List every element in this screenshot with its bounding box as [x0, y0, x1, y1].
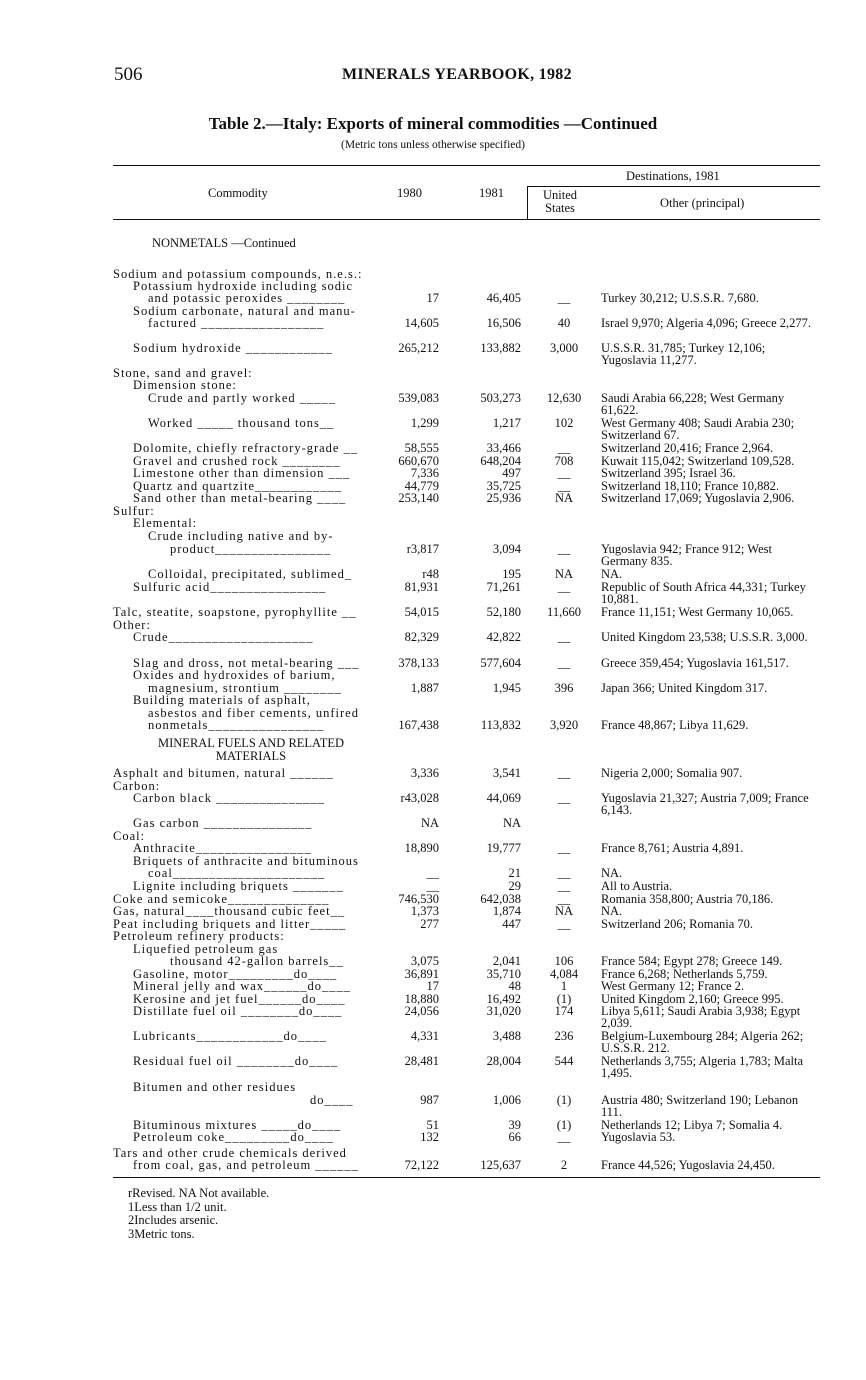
us-destination-cell: 11,660 [547, 605, 581, 619]
commodity-cell: factured _________________ [148, 316, 325, 330]
other-destinations-cell: Switzerland 206; Romania 70. [601, 917, 754, 931]
other-destinations-cell: Nigeria 2,000; Somalia 907. [601, 766, 743, 780]
other-destinations-cell: Republic of South Africa 44,331; Turkey 10,881. [601, 580, 806, 606]
commodity-cell: Worked _____ thousand tons__ [148, 416, 335, 430]
value-1981-cell: 46,405 [486, 291, 521, 305]
other-destinations-cell: Netherlands 3,755; Algeria 1,783; Malta 1,495. [601, 1054, 804, 1080]
commodity-cell: Colloidal, precipitated, sublimed_ [148, 567, 353, 581]
value-1980-cell: 378,133 [398, 656, 439, 670]
other-destinations-cell: France 6,268; Netherlands 5,759. [601, 967, 768, 981]
value-1981-cell: 44,069 [486, 791, 521, 805]
value-1980-cell: r48 [422, 567, 439, 581]
commodity-cell: Liquefied petroleum gas [133, 942, 279, 956]
table-subtitle: (Metric tons unless otherwise specified) [341, 139, 525, 151]
us-destination-cell: __ [557, 917, 571, 931]
value-1980-cell: 277 [420, 917, 439, 931]
other-destinations-cell: Switzerland 395; Israel 36. [601, 466, 736, 480]
commodity-cell: Bitumen and other residues [133, 1080, 297, 1094]
value-1981-cell: 39 [508, 1118, 521, 1132]
commodity-cell: product________________ [170, 542, 332, 556]
commodity-cell: Potassium hydroxide including sodic [133, 279, 354, 293]
us-destination-cell: __ [557, 630, 571, 644]
value-1980-cell: 987 [420, 1093, 439, 1107]
commodity-cell: Asphalt and bitumen, natural ______ [113, 766, 334, 780]
running-head: MINERALS YEARBOOK, 1982 [342, 66, 572, 83]
commodity-cell: Sodium carbonate, natural and manu- [133, 304, 356, 318]
other-destinations-cell: Belgium-Luxembourg 284; Algeria 262; U.S.S.R. 212. [601, 1029, 804, 1055]
value-1981-cell: 3,541 [492, 766, 521, 780]
value-1980-cell: __ [426, 866, 439, 880]
value-1981-cell: 21 [508, 866, 521, 880]
other-destinations-cell: France 8,761; Austria 4,891. [601, 841, 744, 855]
commodity-cell: Lubricants____________do____ [133, 1029, 327, 1043]
us-destination-cell: __ [557, 791, 571, 805]
other-destinations-cell: France 44,526; Yugoslavia 24,450. [601, 1158, 775, 1172]
value-1981-cell: 497 [502, 466, 521, 480]
header-1980: 1980 [397, 186, 422, 200]
value-1980-cell: NA [420, 816, 439, 830]
commodity-cell: magnesium, strontium ________ [148, 681, 342, 695]
value-1981-cell: 1,945 [492, 681, 521, 695]
value-1980-cell: 3,336 [410, 766, 439, 780]
us-destination-cell: NA [554, 904, 574, 918]
value-1981-cell: 25,936 [486, 491, 521, 505]
commodity-cell: Stone, sand and gravel: [113, 366, 253, 380]
commodity-cell: Residual fuel oil ________do____ [133, 1054, 339, 1068]
value-1980-cell: 17 [426, 979, 439, 993]
commodity-cell: Briquets of anthracite and bituminous [133, 854, 359, 868]
value-1980-cell: r43,028 [400, 791, 439, 805]
us-destination-cell: (1) [556, 1118, 572, 1132]
value-1981-cell: 33,466 [486, 441, 521, 455]
value-1981-cell: 113,832 [480, 718, 521, 732]
commodity-cell: Gravel and crushed rock ________ [133, 454, 341, 468]
us-destination-cell: NA [554, 491, 574, 505]
commodity-cell: Sand other than metal-bearing ____ [133, 491, 347, 505]
value-1981-cell: 35,725 [486, 479, 521, 493]
value-1981-cell: 66 [508, 1130, 521, 1144]
us-destination-cell: 174 [554, 1004, 574, 1018]
value-1981-cell: 48 [508, 979, 521, 993]
value-1980-cell: 7,336 [410, 466, 439, 480]
other-destinations-cell: Netherlands 12; Libya 7; Somalia 4. [601, 1118, 783, 1132]
section-mineral-fuels-line-2: MATERIALS [215, 749, 287, 763]
value-1980-cell: 265,212 [398, 341, 439, 355]
value-1980-cell: 51 [426, 1118, 439, 1132]
value-1980-cell: 253,140 [398, 491, 439, 505]
value-1981-cell: 642,038 [480, 892, 521, 906]
commodity-cell: Distillate fuel oil ________do____ [133, 1004, 343, 1018]
value-1980-cell: 54,015 [404, 605, 439, 619]
us-destination-cell: (1) [556, 1093, 572, 1107]
us-destination-cell: __ [557, 542, 571, 556]
commodity-cell: Gas, natural____thousand cubic feet__ [113, 904, 346, 918]
value-1981-cell: 16,506 [486, 316, 521, 330]
other-destinations-cell: Turkey 30,212; U.S.S.R. 7,680. [601, 291, 759, 305]
value-1981-cell: 42,822 [486, 630, 521, 644]
other-destinations-cell: NA. [601, 567, 623, 581]
commodity-cell: Slag and dross, not metal-bearing ___ [133, 656, 360, 670]
other-destinations-cell: West Germany 408; Saudi Arabia 230; Switzerland 67. [601, 416, 795, 442]
commodity-cell: Quartz and quartzite____________ [133, 479, 343, 493]
value-1980-cell: 44,779 [404, 479, 439, 493]
value-1980-cell: 1,887 [410, 681, 439, 695]
table-title: Table 2.—Italy: Exports of mineral commodities —Continued [208, 114, 658, 133]
commodity-cell: Sulfur: [113, 504, 155, 518]
us-destination-cell: 2 [560, 1158, 568, 1172]
us-destination-cell: 3,000 [549, 341, 579, 355]
us-destination-cell: 40 [557, 316, 571, 330]
value-1981-cell: 1,006 [492, 1093, 521, 1107]
value-1980-cell: 24,056 [404, 1004, 439, 1018]
us-destination-cell: (1) [556, 992, 572, 1006]
us-destination-cell: __ [557, 466, 571, 480]
other-destinations-cell: Libya 5,611; Saudi Arabia 3,938; Egypt 2,039. [601, 1004, 801, 1030]
value-1980-cell: 17 [426, 291, 439, 305]
other-destinations-cell: France 48,867; Libya 11,629. [601, 718, 749, 732]
us-destination-cell: 4,084 [549, 967, 579, 981]
us-destination-cell: __ [557, 441, 571, 455]
us-destination-cell: __ [557, 291, 571, 305]
value-1980-cell: 18,890 [404, 841, 439, 855]
value-1980-cell: 1,299 [410, 416, 439, 430]
commodity-cell: Building materials of asphalt, [133, 693, 311, 707]
footnote-revised [128, 1187, 269, 1201]
commodity-cell: Crude____________________ [133, 630, 314, 644]
commodity-cell: Other: [113, 618, 151, 632]
page-number: 506 [114, 64, 143, 85]
commodity-cell: Dolomite, chiefly refractory-grade __ [133, 441, 359, 455]
commodity-cell: Mineral jelly and wax______do____ [133, 979, 352, 993]
section-nonmetals: NONMETALS —Continued [152, 236, 296, 250]
footnote-revised-text: rRevised. NA Not available. [128, 1186, 270, 1200]
other-destinations-cell: U.S.S.R. 31,785; Turkey 12,106; Yugoslavia 11,277. [601, 341, 766, 367]
footnote-1-text: 1Less than 1/2 unit. [128, 1199, 227, 1214]
commodity-cell: Anthracite________________ [133, 841, 312, 855]
commodity-cell: nonmetals________________ [148, 718, 325, 732]
other-destinations-cell: Romania 358,800; Austria 70,186. [601, 892, 774, 906]
other-destinations-cell: Switzerland 20,416; France 2,964. [601, 441, 774, 455]
value-1980-cell: 81,931 [404, 580, 439, 594]
commodity-cell: asbestos and fiber cements, unfired [148, 706, 359, 720]
commodity-cell: Carbon black _______________ [133, 791, 325, 805]
commodity-cell: Kerosine and jet fuel______do____ [133, 992, 346, 1006]
commodity-cell: thousand 42-gallon barrels__ [170, 954, 344, 968]
us-destination-cell: __ [557, 1130, 571, 1144]
value-1980-cell: 72,122 [404, 1158, 439, 1172]
commodity-cell: Coke and semicoke______________ [113, 892, 330, 906]
value-1981-cell: 1,217 [492, 416, 521, 430]
value-1981-cell: 31,020 [486, 1004, 521, 1018]
other-destinations-cell: Saudi Arabia 66,228; West Germany 61,622. [601, 391, 785, 417]
footnotes [128, 1187, 269, 1241]
us-destination-cell: __ [557, 656, 571, 670]
commodity-cell: Peat including briquets and litter_____ [113, 917, 347, 931]
other-destinations-cell: Yugoslavia 942; France 912; West Germany 835. [601, 542, 772, 568]
commodity-cell: Sodium and potassium compounds, n.e.s.: [113, 267, 363, 281]
value-1980-cell: 660,670 [398, 454, 439, 468]
value-1980-cell: 1,373 [410, 904, 439, 918]
commodity-cell: Crude including native and by- [148, 529, 334, 543]
other-destinations-cell: Greece 359,454; Yugoslavia 161,517. [601, 656, 789, 670]
other-destinations-cell: Switzerland 17,069; Yugoslavia 2,906. [601, 491, 795, 505]
value-1981-cell: 28,004 [486, 1054, 521, 1068]
value-1981-cell: 503,273 [480, 391, 521, 405]
value-1980-cell: 167,438 [398, 718, 439, 732]
other-destinations-cell: NA. [601, 904, 623, 918]
commodity-cell: do____ [310, 1093, 354, 1107]
footnote-2-text: 2Includes arsenic. [128, 1213, 219, 1227]
commodity-cell: Coal: [113, 829, 146, 843]
commodity-cell: Dimension stone: [133, 378, 237, 392]
value-1980-cell: 36,891 [404, 967, 439, 981]
commodity-cell: coal_____________________ [148, 866, 326, 880]
us-destination-cell: __ [557, 879, 571, 893]
us-destination-cell: __ [557, 766, 571, 780]
value-1980-cell: 82,329 [404, 630, 439, 644]
other-destinations-cell: United Kingdom 2,160; Greece 995. [601, 992, 784, 1006]
value-1981-cell: 125,637 [480, 1158, 521, 1172]
us-destination-cell: __ [557, 892, 571, 906]
footnote-3-text: 3Metric tons. [128, 1226, 195, 1241]
value-1981-cell: 447 [502, 917, 521, 931]
us-destination-cell: __ [557, 866, 571, 880]
other-destinations-cell: France 584; Egypt 278; Greece 149. [601, 954, 783, 968]
header-commodity: Commodity [208, 186, 268, 200]
commodity-cell: Sulfuric acid________________ [133, 580, 327, 594]
commodity-cell: Lignite including briquets _______ [133, 879, 344, 893]
other-destinations-cell: Yugoslavia 53. [601, 1130, 676, 1144]
us-destination-cell: __ [557, 580, 571, 594]
us-destination-cell: 544 [554, 1054, 574, 1068]
commodity-cell: Petroleum refinery products: [113, 929, 285, 943]
us-destination-cell: __ [557, 479, 571, 493]
us-destination-cell: 708 [554, 454, 574, 468]
other-destinations-cell: Kuwait 115,042; Switzerland 109,528. [601, 454, 795, 468]
value-1980-cell: 58,555 [404, 441, 439, 455]
us-destination-cell: 102 [554, 416, 574, 430]
us-destination-cell: 12,630 [546, 391, 582, 405]
other-destinations-cell: Switzerland 18,110; France 10,882. [601, 479, 779, 493]
us-destination-cell: 396 [554, 681, 574, 695]
commodity-cell: Tars and other crude chemicals derived [113, 1146, 347, 1160]
footnote-2 [128, 1214, 269, 1228]
value-1980-cell: 539,083 [398, 391, 439, 405]
value-1980-cell: 746,530 [398, 892, 439, 906]
value-1981-cell: 3,094 [492, 542, 521, 556]
other-destinations-cell: West Germany 12; France 2. [601, 979, 745, 993]
value-1980-cell: 132 [420, 1130, 439, 1144]
commodity-cell: Limestone other than dimension ___ [133, 466, 351, 480]
footnote-3 [128, 1228, 269, 1242]
us-destination-cell: 236 [554, 1029, 574, 1043]
commodity-cell: Carbon: [113, 779, 161, 793]
value-1980-cell: 14,605 [404, 316, 439, 330]
value-1981-cell: 29 [508, 879, 521, 893]
value-1981-cell: 16,492 [486, 992, 521, 1006]
commodity-cell: Oxides and hydroxides of barium, [133, 668, 336, 682]
commodity-cell: from coal, gas, and petroleum ______ [133, 1158, 359, 1172]
value-1980-cell: r3,817 [406, 542, 439, 556]
value-1980-cell: 28,481 [404, 1054, 439, 1068]
other-destinations-cell: NA. [601, 866, 623, 880]
value-1981-cell: 195 [502, 567, 521, 581]
value-1981-cell: 2,041 [492, 954, 521, 968]
other-destinations-cell: Japan 366; United Kingdom 317. [601, 681, 768, 695]
header-1981: 1981 [479, 186, 504, 200]
other-destinations-cell: United Kingdom 23,538; U.S.S.R. 3,000. [601, 630, 808, 644]
other-destinations-cell: Yugoslavia 21,327; Austria 7,009; France 6,143. [601, 791, 809, 817]
commodity-cell: Gas carbon _______________ [133, 816, 313, 830]
value-1981-cell: 1,874 [492, 904, 521, 918]
value-1980-cell: 4,331 [410, 1029, 439, 1043]
value-1981-cell: 35,710 [486, 967, 521, 981]
commodity-cell: Elemental: [133, 516, 198, 530]
commodity-cell: Sodium hydroxide ____________ [133, 341, 333, 355]
value-1980-cell: 3,075 [410, 954, 439, 968]
other-destinations-cell: Austria 480; Switzerland 190; Lebanon 111. [601, 1093, 799, 1119]
header-other-principal: Other (principal) [660, 196, 745, 210]
header-united-states: United States [542, 188, 578, 215]
footnote-1 [128, 1201, 269, 1215]
value-1981-cell: 577,604 [480, 656, 521, 670]
value-1981-cell: 19,777 [486, 841, 521, 855]
value-1981-cell: 133,882 [480, 341, 521, 355]
commodity-cell: Talc, steatite, soapstone, pyrophyllite __ [113, 605, 357, 619]
commodity-cell: Bituminous mixtures _____do____ [133, 1118, 342, 1132]
value-1981-cell: 71,261 [486, 580, 521, 594]
value-1980-cell: 18,880 [404, 992, 439, 1006]
value-1981-cell: 52,180 [486, 605, 521, 619]
commodity-cell: and potassic peroxides ________ [148, 291, 346, 305]
commodity-cell: Crude and partly worked _____ [148, 391, 336, 405]
other-destinations-cell: Israel 9,970; Algeria 4,096; Greece 2,277. [601, 316, 812, 330]
other-destinations-cell: All to Austria. [601, 879, 673, 893]
us-destination-cell: __ [557, 841, 571, 855]
value-1980-cell: __ [426, 879, 439, 893]
value-1981-cell: 648,204 [480, 454, 521, 468]
value-1981-cell: NA [502, 816, 521, 830]
us-destination-cell: 3,920 [549, 718, 579, 732]
header-destinations: Destinations, 1981 [626, 169, 720, 183]
us-destination-cell: 106 [554, 954, 574, 968]
other-destinations-cell: France 11,151; West Germany 10,065. [601, 605, 794, 619]
us-destination-cell: NA [554, 567, 574, 581]
commodity-cell: Petroleum coke_________do____ [133, 1130, 334, 1144]
us-destination-cell: 1 [560, 979, 568, 993]
section-mineral-fuels-line-1: MINERAL FUELS AND RELATED [158, 736, 344, 750]
commodity-cell: Gasoline, motor_________do____ [133, 967, 338, 981]
value-1981-cell: 3,488 [492, 1029, 521, 1043]
